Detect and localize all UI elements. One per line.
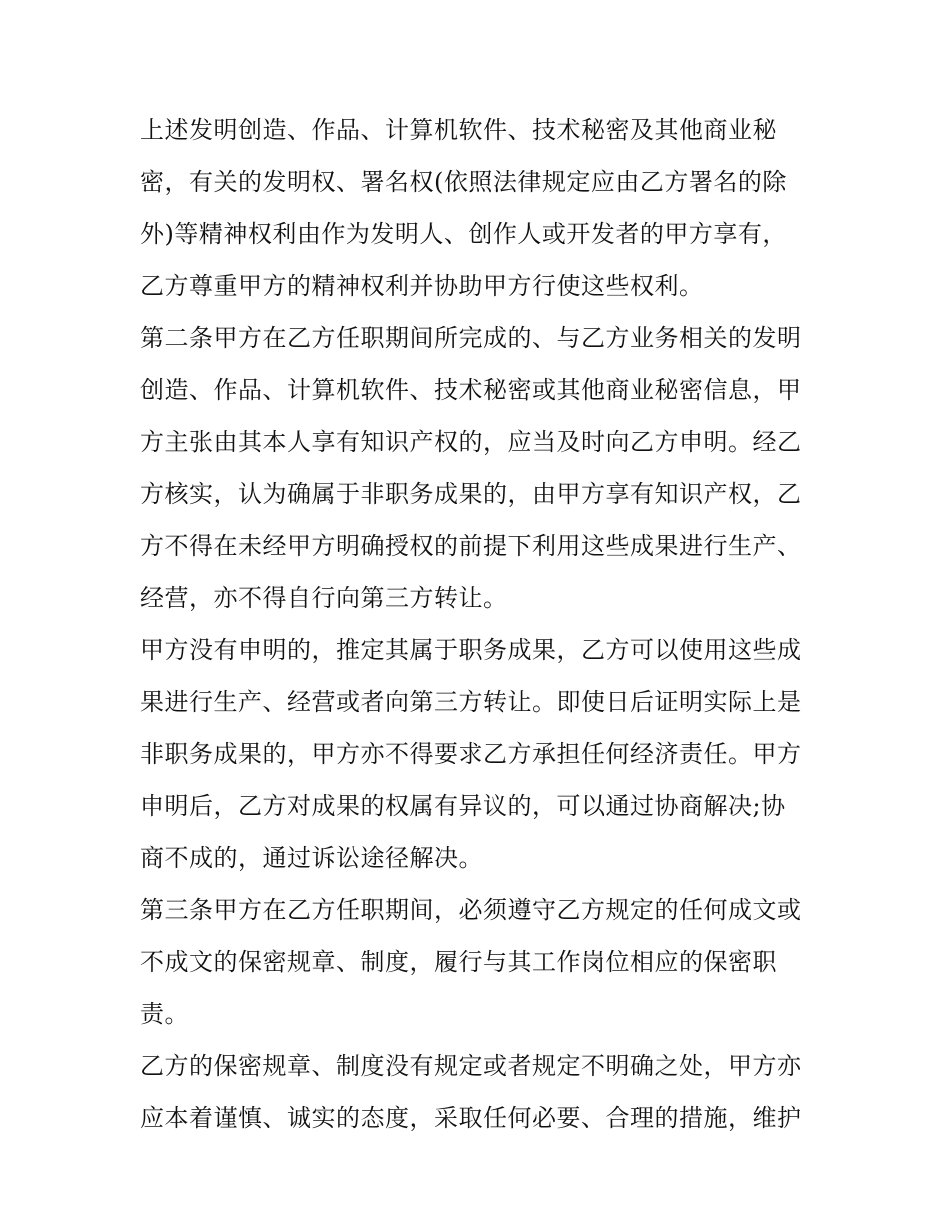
text-line: 方主张由其本人享有知识产权的，应当及时向乙方申明。经乙 (140, 428, 802, 456)
document-body (140, 104, 820, 1144)
text-line: 密，有关的发明权、署名权(依照法律规定应由乙方署名的除 (140, 168, 787, 196)
text-line: 甲方没有申明的，推定其属于职务成果，乙方可以使用这些成 (140, 636, 802, 664)
text-line: 外)等精神权利由作为发明人、创作人或开发者的甲方享有， (140, 220, 787, 248)
text-line: 方核实，认为确属于非职务成果的，由甲方享有知识产权，乙 (140, 480, 802, 508)
text-line: 申明后，乙方对成果的权属有异议的，可以通过协商解决;协 (140, 792, 786, 820)
text-line: 第三条甲方在乙方任职期间，必须遵守乙方规定的任何成文或 (140, 896, 802, 924)
paragraph-article-3 (140, 884, 820, 1040)
text-line: 方不得在未经甲方明确授权的前提下利用这些成果进行生产、 (140, 532, 802, 560)
paragraph-undeclared-results (140, 624, 820, 884)
paragraph-confidentiality-duty (140, 1040, 820, 1144)
paragraph-article-2 (140, 312, 820, 624)
text-line: 第二条甲方在乙方任职期间所完成的、与乙方业务相关的发明 (140, 324, 802, 352)
text-line: 上述发明创造、作品、计算机软件、技术秘密及其他商业秘 (140, 116, 777, 144)
text-line: 非职务成果的，甲方亦不得要求乙方承担任何经济责任。甲方 (140, 740, 802, 768)
paragraph-intellectual-rights (140, 104, 820, 312)
text-line: 乙方的保密规章、制度没有规定或者规定不明确之处，甲方亦 (140, 1052, 802, 1080)
text-line: 果进行生产、经营或者向第三方转让。即使日后证明实际上是 (140, 688, 802, 716)
text-line: 创造、作品、计算机软件、技术秘密或其他商业秘密信息，甲 (140, 376, 802, 404)
text-line: 商不成的，通过诉讼途径解决。 (140, 844, 483, 872)
text-line: 责。 (140, 1000, 189, 1028)
text-line: 应本着谨慎、诚实的态度，采取任何必要、合理的措施，维护 (140, 1104, 802, 1132)
text-line: 乙方尊重甲方的精神权利并协助甲方行使这些权利。 (140, 272, 704, 300)
text-line: 不成文的保密规章、制度，履行与其工作岗位相应的保密职 (140, 948, 777, 976)
text-line: 经营，亦不得自行向第三方转让。 (140, 584, 508, 612)
